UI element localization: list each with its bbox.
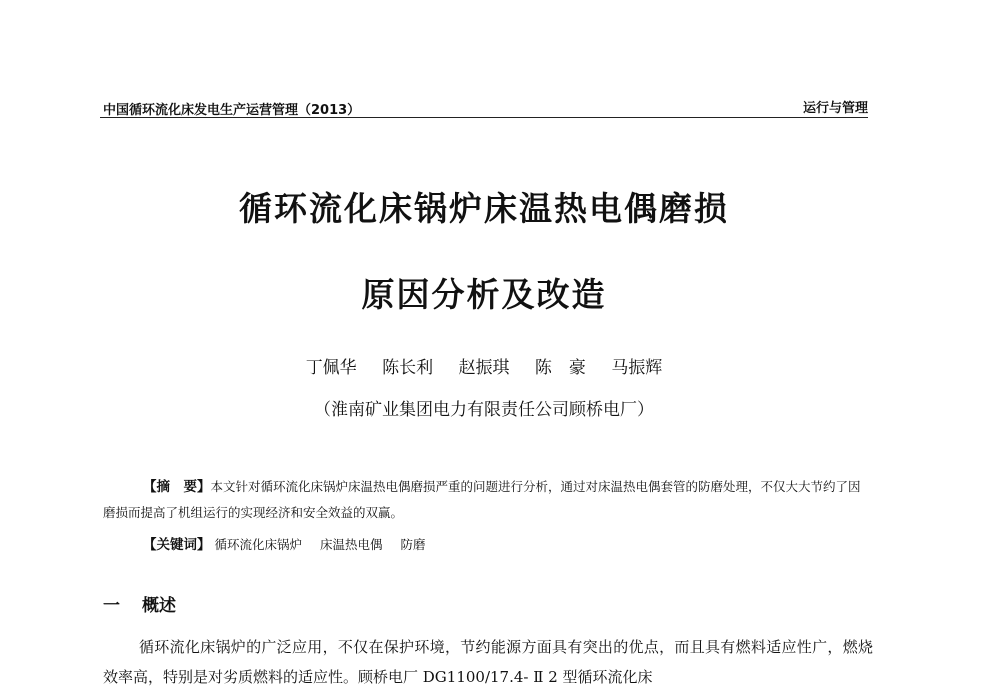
paper-title-line2: 原因分析及改造: [361, 275, 607, 314]
affiliation: （淮南矿业集团电力有限责任公司顾桥电厂）: [314, 400, 654, 420]
author: 丁佩华: [305, 358, 357, 378]
keyword: 防磨: [400, 537, 426, 552]
author: 陈长利: [382, 358, 434, 378]
keywords-label: 【关键词】: [143, 537, 211, 553]
author: 陈 豪: [534, 358, 586, 378]
keywords: [143, 533, 440, 553]
abstract-text: 本文针对循环流化床锅炉床温热电偶磨损严重的问题进行分析，通过对床温热电偶套管的防磨处理，不仅大大节约了因磨损而提高了机组运行的实现经济和安全效益的双赢。: [103, 479, 861, 520]
author: 马振辉: [611, 358, 663, 378]
section-number: 一: [103, 596, 120, 616]
abstract: [103, 474, 871, 525]
section-title: 概述: [142, 596, 176, 616]
author-list: [100, 353, 868, 378]
keyword: 床温热电偶: [319, 537, 383, 552]
body-paragraph: 循环流化床锅炉的广泛应用，不仅在保护环境，节约能源方面具有突出的优点，而且具有燃料适应性广，燃烧效率高，特别是对劣质燃料的适应性。顾桥电厂 DG1100/17.4- Ⅱ 2 型循环流化床: [103, 638, 873, 686]
header-divider: [100, 117, 868, 118]
running-header-left: 中国循环流化床发电生产运营管理（2013）: [103, 103, 361, 118]
paper-title-line1: 循环流化床锅炉床温热电偶磨损: [239, 189, 729, 228]
section-heading: [103, 591, 176, 616]
author: 赵振琪: [458, 358, 510, 378]
running-header-right: 运行与管理: [802, 101, 868, 116]
abstract-label: 【摘 要】: [143, 479, 211, 495]
keyword: 循环流化床锅炉: [214, 537, 302, 552]
